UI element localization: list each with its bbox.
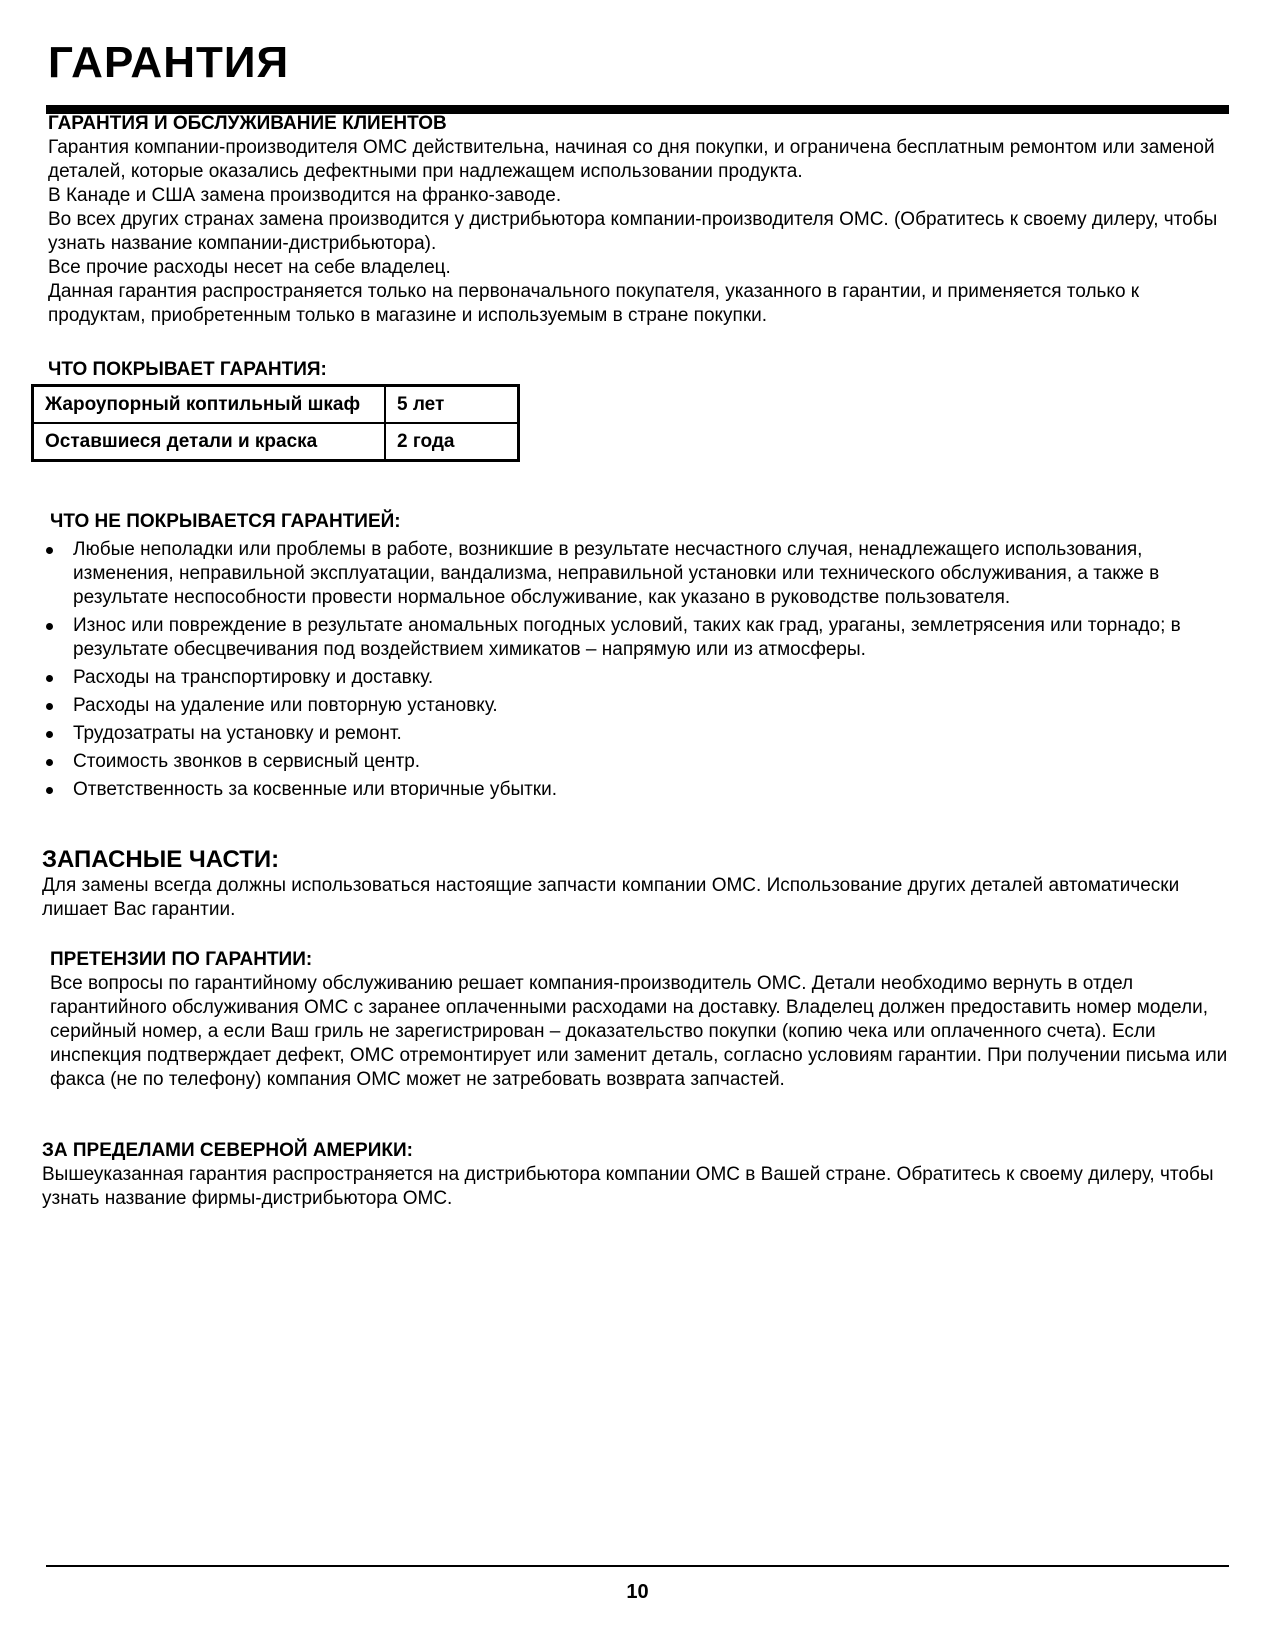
list-item: Износ или повреждение в результате аномальных погодных условий, таких как град, ураганы, землетрясения или торнадо; в результате обесцвечивания под воздействием химикатов – напрямую или из атмосферы. bbox=[48, 614, 1218, 662]
warranty-service-paragraph: В Канаде и США замена производится на франко-заводе. bbox=[48, 185, 562, 206]
spare-parts-text: Для замены всегда должны использоваться настоящие запчасти компании ОМС. Использование других деталей автоматически лишает Вас гарантии. bbox=[42, 875, 1180, 920]
warranty-service-section bbox=[48, 112, 1228, 328]
coverage-item: Жароупорный коптильный шкаф bbox=[33, 386, 386, 424]
claims-section bbox=[50, 948, 1230, 1092]
claims-text: Все вопросы по гарантийному обслуживанию решает компания-производитель ОМС. Детали необходимо вернуть в отдел гарантийного обслуживания ОМС с заранее оплаченными расходами на доставку. Владелец должен предоставить номер модели, серийный номер, а если Ваш гриль не зарегистрирован – доказательство покупки (копию чека или оплаченного счета). Если инспекция подтверждает дефект, ОМС отремонтирует или заменит деталь, согласно условиям гарантии. При получении письма или факса (не по телефону) компания ОМС может не затребовать возврата запчастей. bbox=[50, 973, 1228, 1090]
list-item: Расходы на удаление или повторную установку. bbox=[48, 694, 1218, 718]
spare-parts-heading: ЗАПАСНЫЕ ЧАСТИ: bbox=[42, 846, 280, 873]
not-covered-heading: ЧТО НЕ ПОКРЫВАЕТСЯ ГАРАНТИЕЙ: bbox=[50, 511, 401, 532]
outside-na-section bbox=[42, 1139, 1222, 1211]
bullet-icon bbox=[46, 759, 53, 766]
bullet-icon bbox=[46, 703, 53, 710]
bullet-icon bbox=[46, 731, 53, 738]
coverage-term: 2 года bbox=[385, 423, 519, 461]
page-title: ГАРАНТИЯ bbox=[48, 38, 290, 87]
page-number: 10 bbox=[626, 1581, 649, 1603]
list-item: Ответственность за косвенные или вторичные убытки. bbox=[48, 778, 1218, 802]
list-item: Любые неполадки или проблемы в работе, возникшие в результате несчастного случая, ненадлежащего использования, изменения, неправильной эксплуатации, вандализма, неправильной установки или технического обслуживания, а также в результате неспособности провести нормальное обслуживание, как указано в руководстве пользователя. bbox=[48, 538, 1218, 610]
not-covered-list bbox=[48, 538, 1218, 802]
table-row bbox=[33, 423, 519, 461]
claims-heading: ПРЕТЕНЗИИ ПО ГАРАНТИИ: bbox=[50, 949, 313, 970]
not-covered-section bbox=[48, 538, 1218, 806]
bullet-icon bbox=[46, 787, 53, 794]
warranty-service-paragraph: Все прочие расходы несет на себе владелец. bbox=[48, 257, 451, 278]
list-item: Трудозатраты на установку и ремонт. bbox=[48, 722, 1218, 746]
bullet-icon bbox=[46, 547, 53, 554]
bullet-icon bbox=[46, 623, 53, 630]
warranty-service-heading: ГАРАНТИЯ И ОБСЛУЖИВАНИЕ КЛИЕНТОВ bbox=[48, 113, 447, 134]
warranty-service-paragraph: Гарантия компании-производителя ОМС действительна, начиная со дня покупки, и ограничена бесплатным ремонтом или заменой деталей, которые оказались дефектными при надлежащем использовании продукта. bbox=[48, 137, 1215, 182]
warranty-service-paragraph: Во всех других странах замена производится у дистрибьютора компании-производителя ОМС. (Обратитесь к своему дилеру, чтобы узнать название компании-дистрибьютора). bbox=[48, 209, 1218, 254]
coverage-heading: ЧТО ПОКРЫВАЕТ ГАРАНТИЯ: bbox=[48, 359, 327, 380]
coverage-table bbox=[31, 384, 520, 462]
spare-parts-section bbox=[42, 846, 1222, 922]
outside-na-text: Вышеуказанная гарантия распространяется на дистрибьютора компании ОМС в Вашей стране. Обратитесь к своему дилеру, чтобы узнать название фирмы-дистрибьютора ОМС. bbox=[42, 1164, 1214, 1209]
coverage-term: 5 лет bbox=[385, 386, 519, 424]
list-item: Стоимость звонков в сервисный центр. bbox=[48, 750, 1218, 774]
footer-rule bbox=[46, 1565, 1229, 1567]
bullet-icon bbox=[46, 675, 53, 682]
coverage-item: Оставшиеся детали и краска bbox=[33, 423, 386, 461]
warranty-service-paragraph: Данная гарантия распространяется только на первоначального покупателя, указанного в гарантии, и применяется только к продуктам, приобретенным только в магазине и используемым в стране покупки. bbox=[48, 281, 1140, 326]
list-item: Расходы на транспортировку и доставку. bbox=[48, 666, 1218, 690]
outside-na-heading: ЗА ПРЕДЕЛАМИ СЕВЕРНОЙ АМЕРИКИ: bbox=[42, 1140, 413, 1161]
table-row bbox=[33, 386, 519, 424]
